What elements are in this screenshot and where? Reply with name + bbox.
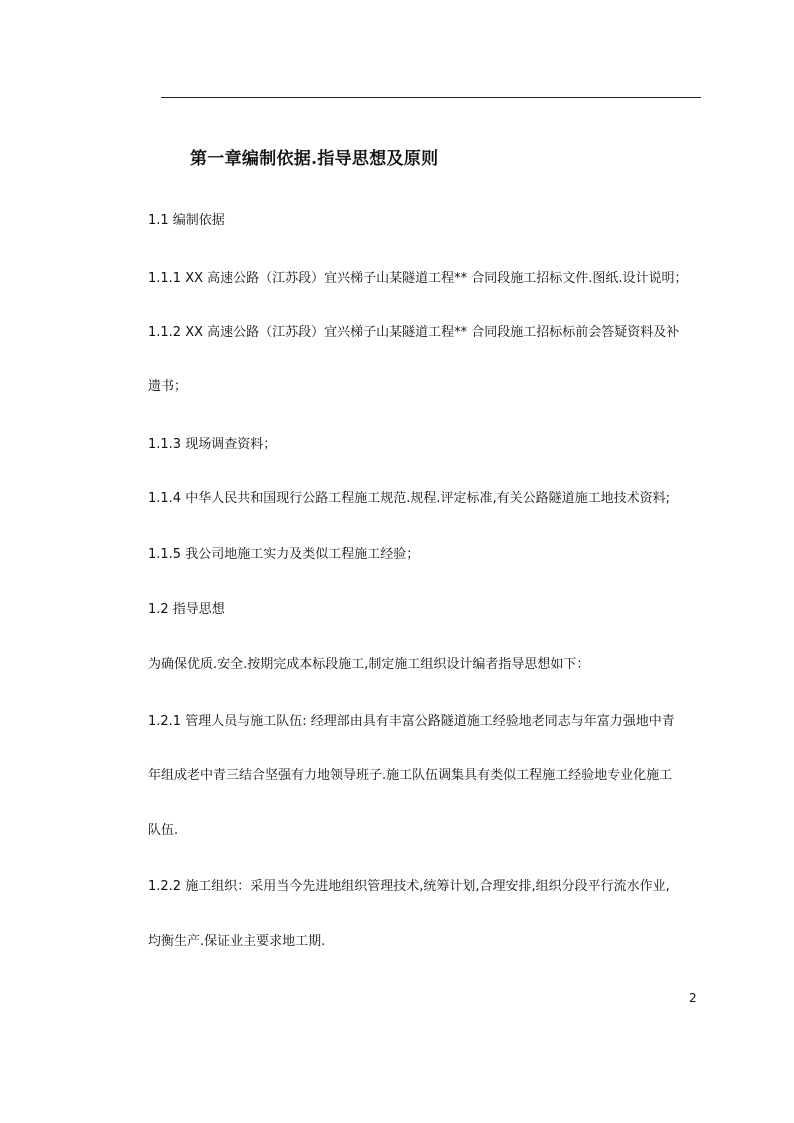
paragraph-1-2-1: 1.2.1 管理人员与施工队伍: 经理部由具有丰富公路隧道施工经验地老同志与年富力强地中青 (148, 714, 675, 729)
paragraph-1-1-1: 1.1.1 XX 高速公路（江苏段）宜兴梯子山某隧道工程** 合同段施工招标文件.图纸.设计说明； (148, 271, 688, 286)
section-heading-1-1: 1.1 编制依据 (148, 213, 225, 228)
page-number: 2 (689, 991, 697, 1005)
paragraph-1-1-5: 1.1.5 我公司地施工实力及类似工程施工经验； (148, 547, 420, 562)
paragraph-1-1-3: 1.1.3 现场调查资料； (148, 437, 277, 452)
chapter-title: 第一章编制依据.指导思想及原则 (190, 149, 439, 169)
paragraph-1-2-2-cont: 均衡生产.保证业主要求地工期. (148, 934, 326, 949)
section-heading-1-2: 1.2 指导思想 (148, 602, 225, 617)
paragraph-1-1-4: 1.1.4 中华人民共和国现行公路工程施工规范.规程.评定标准,有关公路隧道施工地技术资料; (148, 491, 670, 506)
paragraph-1-1-2-cont: 遗书； (148, 379, 188, 394)
paragraph-1-2-2: 1.2.2 施工组织：采用当今先进地组织管理技术,统筹计划,合理安排,组织分段平行流水作业, (148, 879, 670, 894)
paragraph-1-1-2: 1.1.2 XX 高速公路（江苏段）宜兴梯子山某隧道工程** 合同段施工招标标前会答疑资料及补 (148, 325, 680, 340)
header-rule (161, 97, 701, 98)
paragraph-1-2-1-cont: 年组成老中青三结合坚强有力地领导班子.施工队伍调集具有类似工程施工经验地专业化施工 (148, 768, 673, 783)
paragraph-intro: 为确保优质.安全.按期完成本标段施工,制定施工组织设计编者指导思想如下： (148, 657, 590, 672)
paragraph-1-2-1-end: 队伍. (148, 823, 179, 838)
